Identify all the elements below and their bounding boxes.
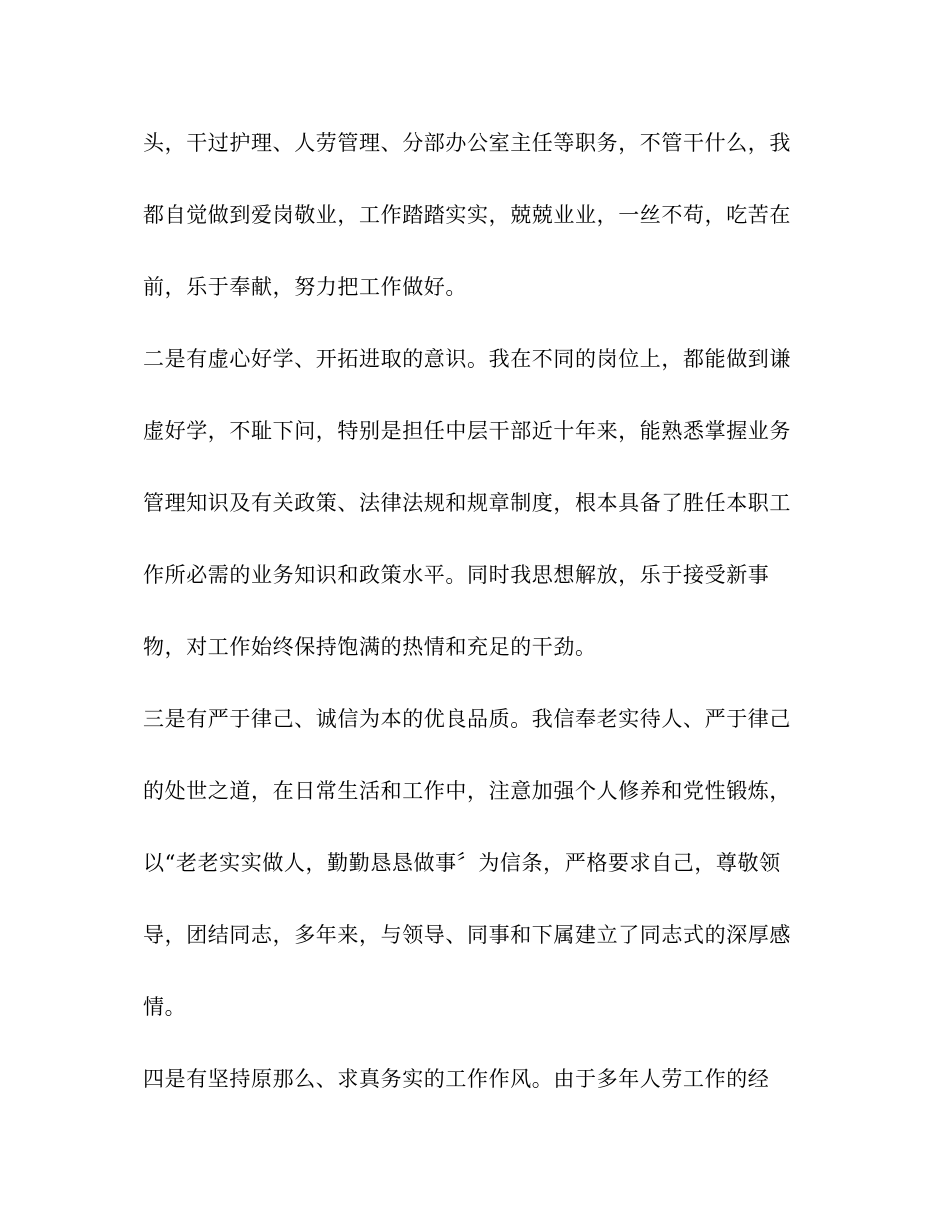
- text-line: 以“老老实实做人，勤勤恳恳做事〞为信条，严格要求自己，尊敬领: [143, 851, 781, 875]
- text-line: 头，干过护理、人劳管理、分部办公室主任等职务，不管干什么，我: [143, 131, 791, 155]
- text-line: 导，团结同志，多年来，与领导、同事和下属建立了同志式的深厚感: [143, 923, 791, 947]
- text-line: 虚好学，不耻下问，特别是担任中层干部近十年来，能熟悉掌握业务: [143, 419, 791, 443]
- text-line: 情。: [143, 995, 187, 1019]
- text-line: 的处世之道，在日常生活和工作中，注意加强个人修养和党性锻炼，: [143, 779, 791, 803]
- text-line: 都自觉做到爱岗敬业，工作踏踏实实，兢兢业业，一丝不苟，吃苦在: [143, 203, 791, 227]
- text-line: 前，乐于奉献，努力把工作做好。: [143, 275, 467, 299]
- text-line: 管理知识及有关政策、法律法规和规章制度，根本具备了胜任本职工: [143, 491, 791, 515]
- text-line: 三是有严于律己、诚信为本的优良品质。我信奉老实待人、严于律己: [143, 707, 791, 731]
- text-line: 物，对工作始终保持饱满的热情和充足的干劲。: [143, 635, 597, 659]
- text-line: 四是有坚持原那么、求真务实的工作作风。由于多年人劳工作的经: [143, 1067, 770, 1091]
- text-line: 作所必需的业务知识和政策水平。同时我思想解放，乐于接受新事: [143, 563, 770, 587]
- text-line: 二是有虚心好学、开拓进取的意识。我在不同的岗位上，都能做到谦: [143, 347, 791, 371]
